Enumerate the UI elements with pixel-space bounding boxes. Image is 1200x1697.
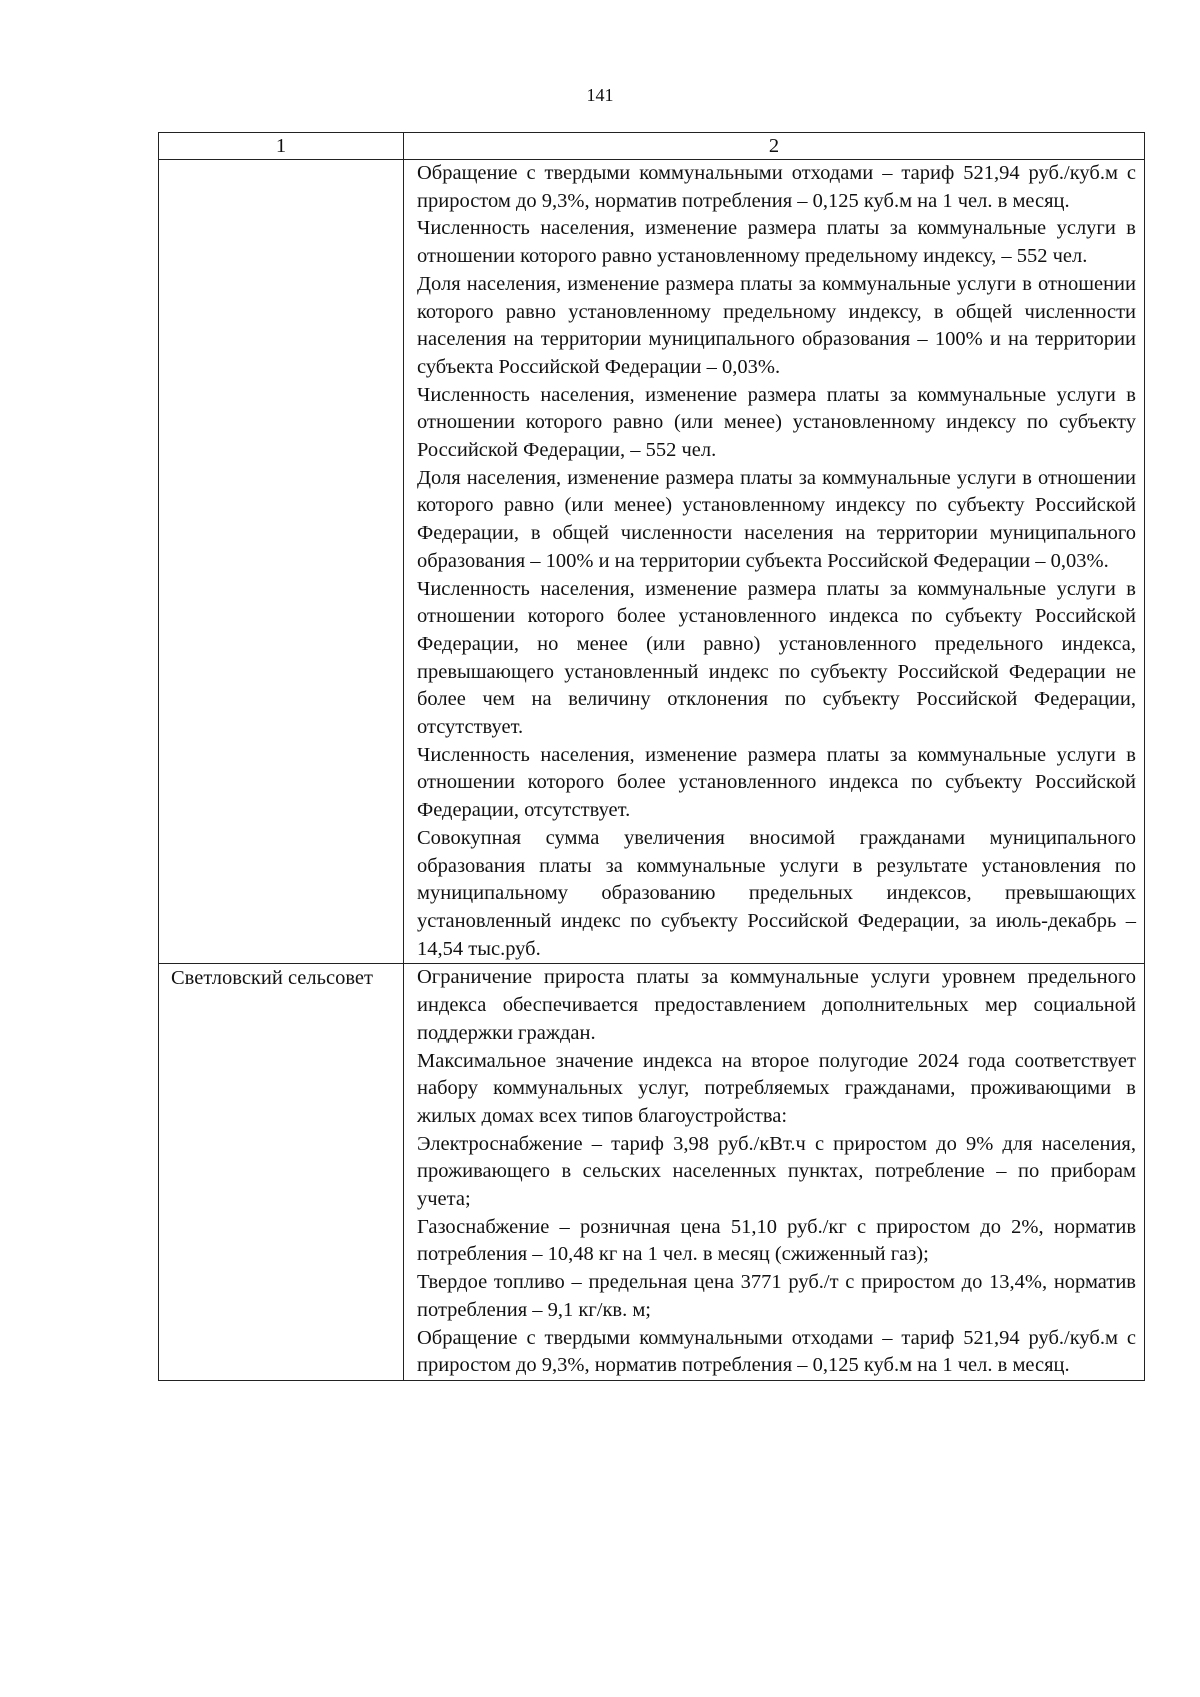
paragraph: Численность населения, изменение размера платы за коммунальные услуги в отношении которого более установленного индекса по субъекту Российской Федерации, но менее (или равно) установленного предельного индекса, превышающего установленный индекс по субъекту Российской Федерации не более чем на величину отклонения по субъекту Российской Федерации, отсутствует. <box>417 577 1136 739</box>
page-number: 141 <box>586 85 614 105</box>
column-header-2: 2 <box>404 133 1145 160</box>
document-table <box>158 132 1145 1381</box>
municipality-name-cell <box>159 160 404 964</box>
paragraph: Электроснабжение – тариф 3,98 руб./кВт.ч с приростом до 9% для населения, проживающего в сельских населенных пунктах, потребление – по приборам учета; <box>417 1132 1136 1211</box>
paragraph: Газоснабжение – розничная цена 51,10 руб./кг с приростом до 2%, норматив потребления – 10,48 кг на 1 чел. в месяц (сжиженный газ); <box>417 1215 1136 1266</box>
paragraph: Численность населения, изменение размера платы за коммунальные услуги в отношении которого равно установленному предельному индексу, – 552 чел. <box>417 217 1136 268</box>
municipality-name-cell: Светловский сельсовет <box>159 964 404 1381</box>
paragraph: Обращение с твердыми коммунальными отходами – тариф 521,94 руб./куб.м с приростом до 9,3%, норматив потребления – 0,125 куб.м на 1 чел. в месяц. <box>417 162 1136 212</box>
paragraph: Доля населения, изменение размера платы за коммунальные услуги в отношении которого равно установленному предельному индексу, в общей численности населения на территории муниципального образования – 100% и на территории субъекта Российской Федерации – 0,03%. <box>417 272 1136 378</box>
paragraph: Ограничение прироста платы за коммунальные услуги уровнем предельного индекса обеспечивается предоставлением дополнительных мер социальной поддержки граждан. <box>417 966 1136 1044</box>
paragraph: Численность населения, изменение размера платы за коммунальные услуги в отношении которого более установленного индекса по субъекту Российской Федерации, отсутствует. <box>417 743 1136 822</box>
paragraph: Максимальное значение индекса на второе полугодие 2024 года соответствует набору коммунальных услуг, потребляемых гражданами, проживающими в жилых домах всех типов благоустройства: <box>417 1049 1136 1127</box>
description-cell <box>404 160 1145 964</box>
table-row <box>159 160 1145 964</box>
paragraph: Обращение с твердыми коммунальными отходами – тариф 521,94 руб./куб.м с приростом до 9,3%, норматив потребления – 0,125 куб.м на 1 чел. в месяц. <box>417 1326 1136 1377</box>
description-cell <box>404 964 1145 1381</box>
paragraph: Доля населения, изменение размера платы за коммунальные услуги в отношении которого равно (или менее) установленному индексу по субъекту Российской Федерации, в общей численности населения на территории муниципального образования – 100% и на территории субъекта Российской Федерации – 0,03%. <box>417 466 1136 572</box>
paragraph: Твердое топливо – предельная цена 3771 руб./т с приростом до 13,4%, норматив потребления – 9,1 кг/кв. м; <box>417 1271 1136 1321</box>
column-header-1: 1 <box>159 133 404 160</box>
table-header-row <box>159 133 1145 160</box>
paragraph: Совокупная сумма увеличения вносимой гражданами муниципального образования платы за коммунальные услуги в результате установления по муниципальному образованию предельных индексов, превышающих установленный индекс по субъекту Российской Федерации, за июль-декабрь – 14,54 тыс.руб. <box>417 826 1136 960</box>
table-row <box>159 964 1145 1381</box>
paragraph: Численность населения, изменение размера платы за коммунальные услуги в отношении которого равно (или менее) установленному индексу по субъекту Российской Федерации, – 552 чел. <box>417 383 1136 462</box>
